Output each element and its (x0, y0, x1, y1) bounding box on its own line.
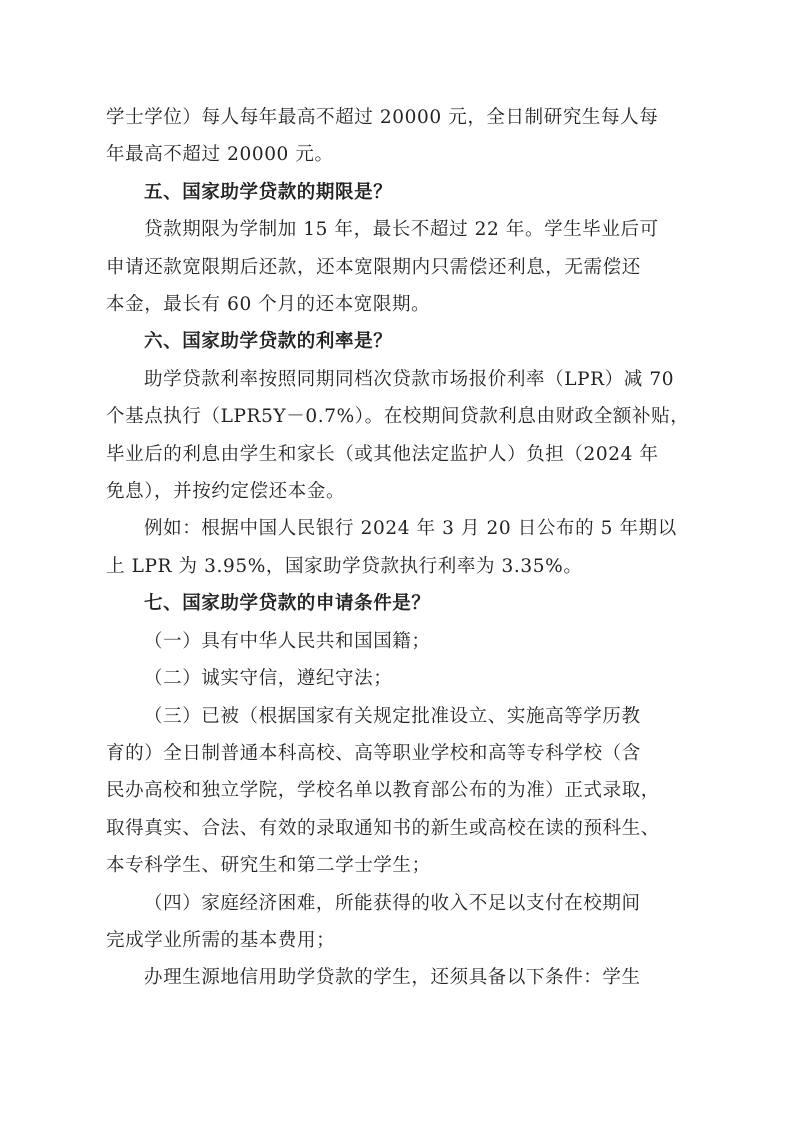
body-line: 民办高校和独立学院，学校名单以教育部公布的为准）正式录取， (106, 780, 660, 802)
condition-item-3: （三）已被（根据国家有关规定批准设立、实施高等学历教 (144, 705, 641, 727)
section-heading-6: 六、国家助学贷款的利率是？ (144, 331, 393, 353)
body-line: 贷款期限为学制加 15 年，最长不超过 22 年。学生毕业后可 (144, 219, 659, 241)
document-page (106, 99, 706, 997)
body-line: 育的）全日制普通本科高校、高等职业学校和高等专科学校（含 (106, 742, 641, 764)
body-line: 助学贷款利率按照同期同档次贷款市场报价利率（LPR）减 70 (144, 368, 675, 390)
body-line: 本金，最长有 60 个月的还本宽限期。 (106, 294, 431, 316)
body-line: 学士学位）每人每年最高不超过 20000 元，全日制研究生每人每 (106, 107, 659, 128)
body-line: 上 LPR 为 3.95%，国家助学贷款执行利率为 3.35%。 (106, 555, 583, 577)
body-line: 免息），并按约定偿还本金。 (106, 481, 346, 503)
body-line: 办理生源地信用助学贷款的学生，还须具备以下条件：学生 (144, 967, 641, 989)
body-line: 例如：根据中国人民银行 2024 年 3 月 20 日公布的 5 年期以 (144, 518, 677, 540)
body-line: 申请还款宽限期后还款，还本宽限期内只需偿还利息，无需偿还 (106, 256, 641, 278)
body-line: 本专科学生、研究生和第二学士学生； (106, 855, 431, 877)
body-line: 毕业后的利息由学生和家长（或其他法定监护人）负担（2024 年 (106, 443, 659, 465)
section-heading-7: 七、国家助学贷款的申请条件是？ (144, 593, 431, 615)
section-heading-5: 五、国家助学贷款的期限是？ (144, 181, 393, 203)
body-line: 取得真实、合法、有效的录取通知书的新生或高校在读的预科生、 (106, 817, 660, 839)
condition-item-4: （四）家庭经济困难，所能获得的收入不足以支付在校期间 (144, 892, 641, 914)
body-line: 完成学业所需的基本费用； (106, 929, 336, 951)
condition-item-1: （一）具有中华人民共和国国籍； (144, 630, 431, 652)
body-line: 年最高不超过 20000 元。 (106, 144, 334, 166)
body-line: 个基点执行（LPR5Y－0.7%）。在校期间贷款利息由财政全额补贴， (106, 406, 690, 428)
condition-item-2: （二）诚实守信，遵纪守法； (144, 668, 393, 690)
